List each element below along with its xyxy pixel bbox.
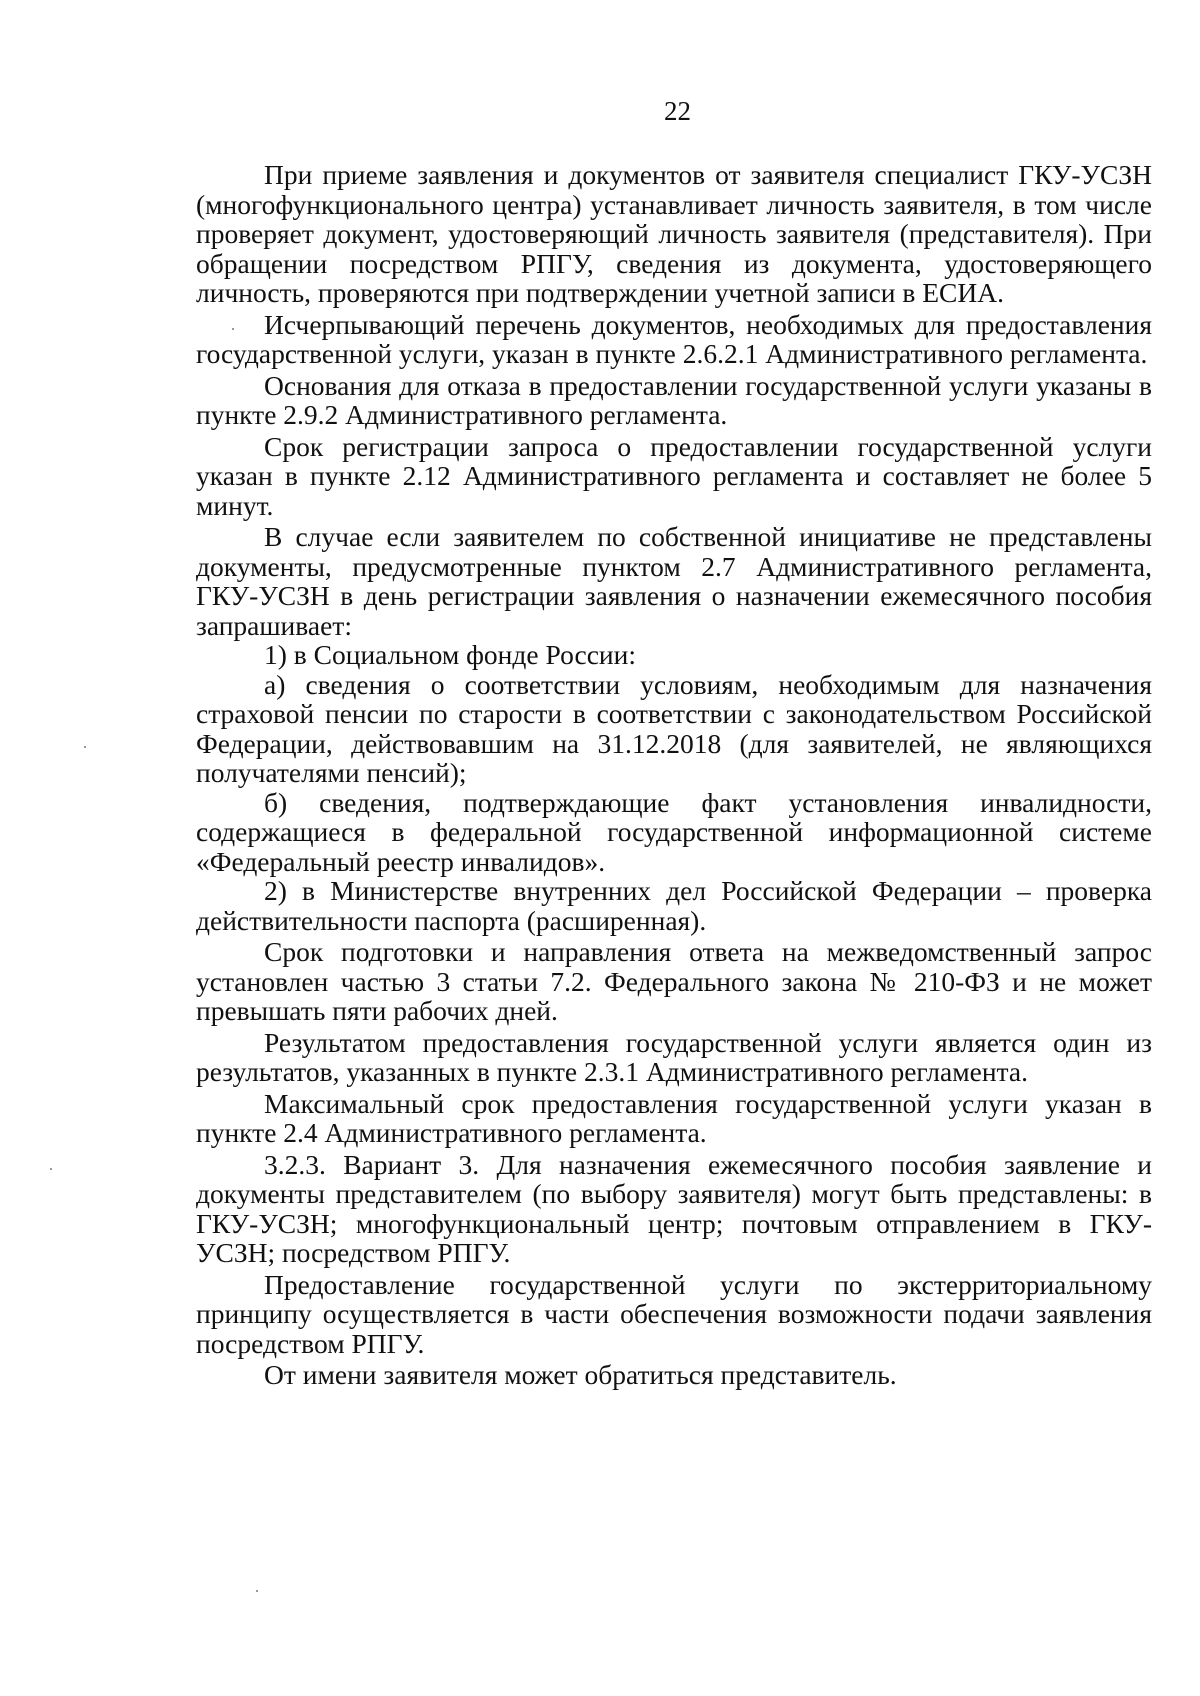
paragraph-reception: При приеме заявления и документов от заявителя специалист ГКУ-УСЗН (многофункционального центра) устанавливает личность заявителя, в том числе проверяет документ, удостоверяющий личность заявителя (представителя). При обращении посредством РПГУ, сведения из документа, удостоверяющего личность, проверяются при подтверждении учетной записи в ЕСИА. [196,159,1152,308]
paragraph-representative: От имени заявителя может обратиться представитель. [264,1359,897,1390]
paragraph-max-term: Максимальный срок предоставления государственной услуги указан в пункте 2.4 Административного регламента. [196,1087,1152,1148]
page-number: 22 [664,96,691,126]
paragraph-refusal-grounds: Основания для отказа в предоставлении государственной услуги указаны в пункте 2.9.2 Административного регламента. [196,369,1152,430]
scan-speck [84,746,86,748]
paragraph-response-term: Срок подготовки и направления ответа на межведомственный запрос установлен частью 3 статьи 7.2. Федерального закона № 210-ФЗ и не может превышать пяти рабочих дней. [196,936,1152,1026]
paragraph-registration-term: Срок регистрации запроса о предоставлении государственной услуги указан в пункте 2.12 Административного регламента и составляет не более 5 минут. [196,430,1152,521]
paragraph-interagency-request: В случае если заявителем по собственной инициативе не представлены документы, предусмотренные пунктом 2.7 Административного регламента, ГКУ-УСЗН в день регистрации заявления о назначении ежемесячного пособия запрашивает: [196,521,1152,641]
document-body [196,160,1152,1390]
paragraph-extraterritorial: Предоставление государственной услуги по экстерриториальному принципу осуществляется в части обеспечения возможности подачи заявления посредством РПГУ. [196,1268,1152,1359]
paragraph-document-list: Исчерпывающий перечень документов, необходимых для предоставления государственной услуги, указан в пункте 2.6.2.1 Административного регламента. [196,308,1152,369]
list-item-social-fund: 1) в Социальном фонде России: [264,639,636,670]
scan-speck [232,328,234,330]
list-item-interior-ministry: 2) в Министерстве внутренних дел Российской Федерации – проверка действительности паспорта (расширенная). [196,875,1152,936]
paragraph-variant-3: 3.2.3. Вариант 3. Для назначения ежемесячного пособия заявление и документы представителем (по выбору заявителя) могут быть представлены: в ГКУ-УСЗН; многофункциональный центр; почтовым отправлением в ГКУ-УСЗН; посредством РПГУ. [196,1148,1152,1268]
paragraph-result: Результатом предоставления государственной услуги является один из результатов, указанных в пункте 2.3.1 Административного регламента. [196,1026,1152,1087]
scan-speck [50,1168,52,1170]
scan-speck [256,1590,258,1592]
list-item-disability-info: б) сведения, подтверждающие факт установления инвалидности, содержащиеся в федеральной государственной информационной системе «Федеральный реестр инвалидов». [196,786,1152,877]
list-item-pension-info: а) сведения о соответствии условиям, необходимым для назначения страховой пенсии по старости в соответствии с законодательством Российской Федерации, действовавшим на 31.12.2018 (для заявителей, не являющихся получателями пенсий); [196,668,1152,788]
